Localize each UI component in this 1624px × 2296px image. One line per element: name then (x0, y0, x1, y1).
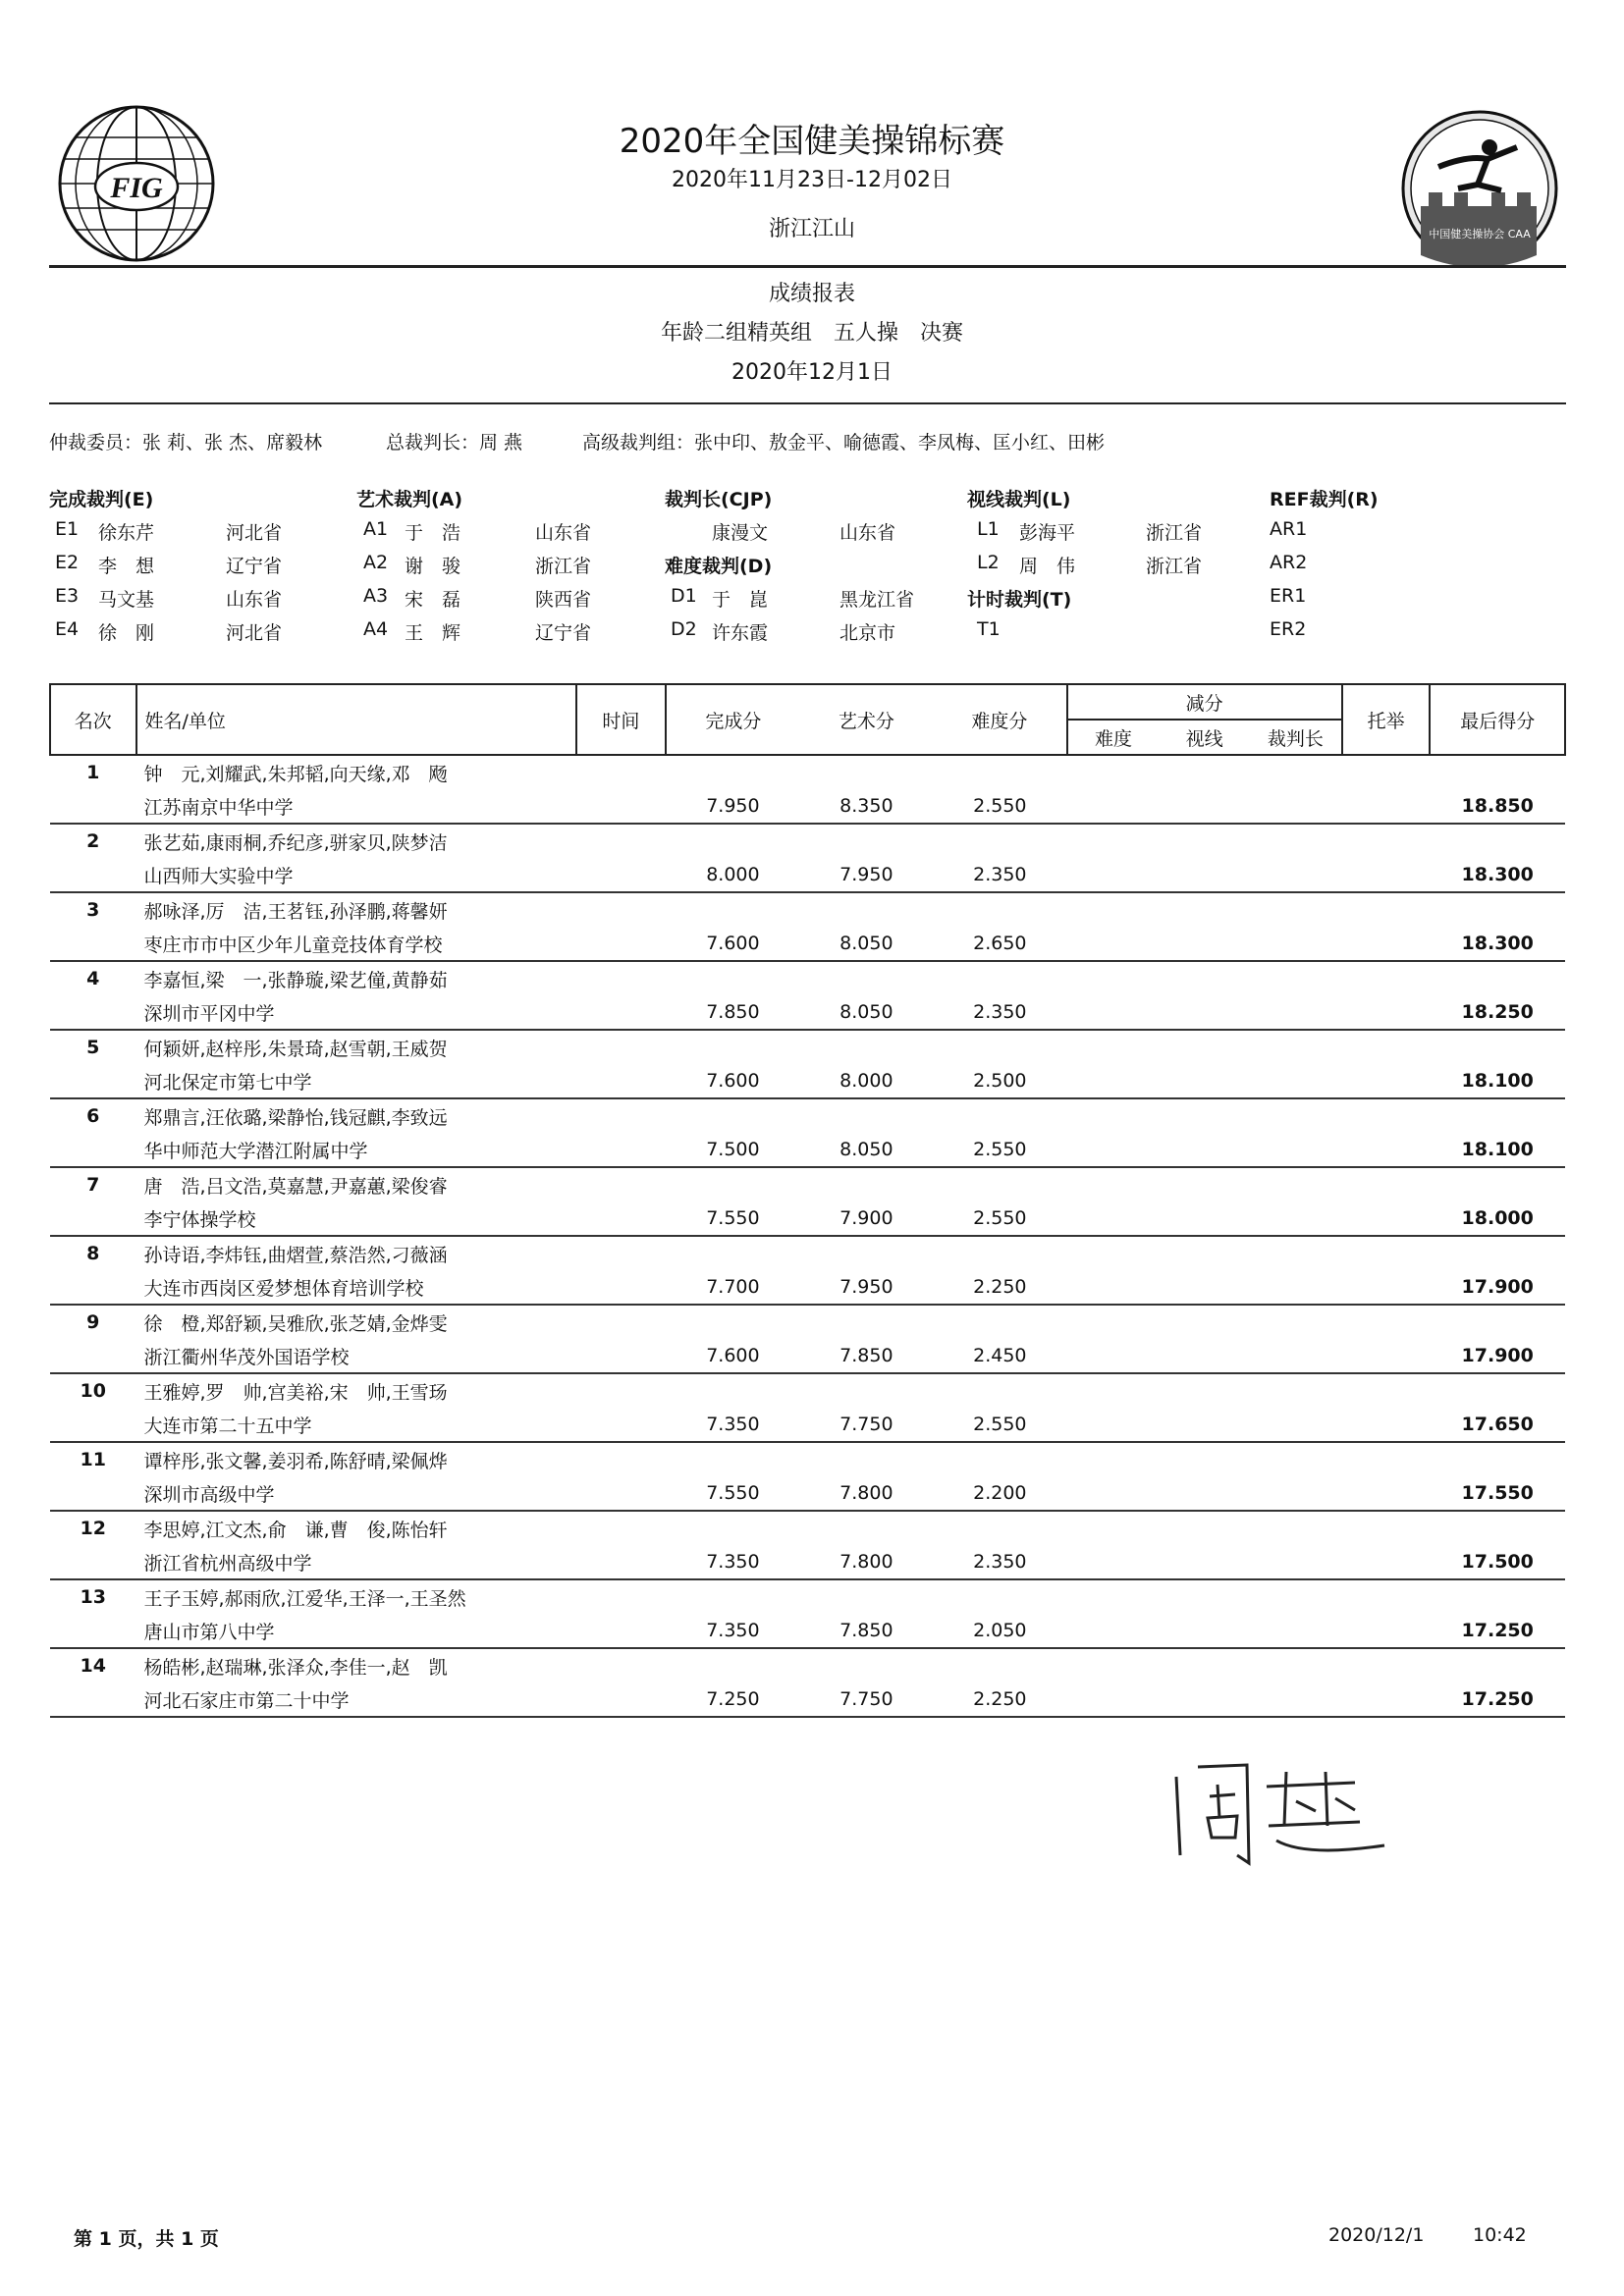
ded-line-cell (1159, 1270, 1250, 1305)
team-members-cell: 郑鼎言,汪依璐,梁静怡,钱冠麒,李致远 (143, 1106, 448, 1129)
ded-chief-cell (1250, 1614, 1342, 1648)
print-date: 2020/12/1 (1328, 2224, 1425, 2246)
ded-difficulty-cell (1067, 1064, 1160, 1098)
chief-judge-signature (1159, 1747, 1394, 1875)
judge-province: 北京市 (839, 622, 896, 644)
lift-cell (1342, 789, 1431, 824)
judge-province: 河北省 (226, 522, 283, 544)
judge-name: 马文基 (98, 589, 155, 611)
result-row (50, 1511, 1565, 1545)
artistry-panel-title: 艺术裁判(A) (356, 489, 463, 510)
ded-difficulty-cell (1067, 1133, 1160, 1167)
judge-name: 谢 骏 (405, 556, 461, 577)
difficulty-score-cell: 2.250 (933, 1270, 1066, 1305)
result-row-scores (50, 1339, 1565, 1373)
ded-difficulty-cell (1067, 927, 1160, 961)
judge-province: 辽宁省 (535, 622, 592, 644)
result-row-scores (50, 1201, 1565, 1236)
lift-cell (1342, 1270, 1431, 1305)
lift-cell (1342, 1682, 1431, 1717)
lift-cell (1342, 995, 1431, 1030)
rank-spacer (50, 1064, 136, 1098)
difficulty-panel-title: 难度裁判(D) (665, 556, 773, 577)
judge-code: ER1 (1270, 585, 1307, 607)
lift-cell (1342, 858, 1431, 892)
team-unit-cell: 深圳市平冈中学 (136, 995, 576, 1030)
page-title: 2020年全国健美操锦标赛 (619, 122, 1005, 161)
judge-province: 浙江省 (1146, 522, 1203, 544)
team-unit-cell: 枣庄市市中区少年儿童竞技体育学校 (136, 927, 576, 961)
result-row (50, 755, 1565, 789)
results-body (50, 755, 1565, 1717)
team-unit-cell: 山西师大实验中学 (136, 858, 576, 892)
ded-difficulty-cell (1067, 1614, 1160, 1648)
final-score-cell: 17.650 (1430, 1408, 1565, 1442)
competition-dates: 2020年11月23日-12月02日 (672, 168, 952, 192)
rank-cell: 3 (86, 899, 100, 921)
lift-cell (1342, 1133, 1431, 1167)
final-score-cell: 18.250 (1430, 995, 1565, 1030)
rank-cell: 14 (80, 1655, 106, 1677)
time-cell (576, 858, 667, 892)
event-date: 2020年12月1日 (731, 360, 893, 385)
judge-code: ER2 (1270, 618, 1307, 640)
rank-cell: 11 (80, 1449, 106, 1470)
team-members-cell: 张艺茹,康雨桐,乔纪彦,骈家贝,陕梦洁 (143, 831, 448, 854)
artistry-score-cell: 8.350 (800, 789, 933, 824)
result-row (50, 1098, 1565, 1133)
time-cell (576, 927, 667, 961)
result-row-scores (50, 1408, 1565, 1442)
ded-line-cell (1159, 1682, 1250, 1717)
final-score-cell: 17.500 (1430, 1545, 1565, 1579)
final-score-cell: 18.000 (1430, 1201, 1565, 1236)
rank-spacer (50, 1201, 136, 1236)
time-cell (576, 1133, 667, 1167)
team-members-cell: 王子玉婷,郝雨欣,江爱华,王泽一,王圣然 (143, 1587, 466, 1610)
rank-cell: 8 (86, 1243, 100, 1264)
print-time: 10:42 (1473, 2224, 1527, 2246)
difficulty-score-cell: 2.550 (933, 1133, 1066, 1167)
judge-code: AR1 (1270, 518, 1308, 540)
judge-province: 辽宁省 (226, 556, 283, 577)
judge-name: 于 崑 (712, 589, 769, 611)
rank-cell: 9 (86, 1311, 100, 1333)
ded-difficulty-cell (1067, 858, 1160, 892)
difficulty-score-cell: 2.200 (933, 1476, 1066, 1511)
rank-cell: 7 (86, 1174, 100, 1196)
team-unit-cell: 大连市第二十五中学 (136, 1408, 576, 1442)
col-execution: 完成分 (666, 684, 799, 755)
team-unit-cell: 浙江衢州华茂外国语学校 (136, 1339, 576, 1373)
ded-difficulty-cell (1067, 1545, 1160, 1579)
judge-name: 周 伟 (1019, 556, 1076, 577)
col-difficulty: 难度分 (933, 684, 1066, 755)
header-divider (49, 265, 1566, 268)
artistry-score-cell: 7.850 (800, 1614, 933, 1648)
judge-code: D2 (671, 618, 697, 640)
chief-judge-line: 总裁判长：周 燕 (386, 432, 523, 454)
lift-cell (1342, 1339, 1431, 1373)
team-unit-cell: 河北石家庄市第二十中学 (136, 1682, 576, 1717)
rank-spacer (50, 858, 136, 892)
difficulty-score-cell: 2.550 (933, 1201, 1066, 1236)
judge-code: D1 (671, 585, 697, 607)
execution-score-cell: 7.550 (666, 1476, 799, 1511)
judge-code: E2 (55, 552, 80, 573)
rank-spacer (50, 1133, 136, 1167)
judge-code: E1 (55, 518, 80, 540)
artistry-score-cell: 8.050 (800, 995, 933, 1030)
final-score-cell: 18.300 (1430, 927, 1565, 961)
judge-code: T1 (977, 618, 1001, 640)
judge-name: 许东霞 (712, 622, 769, 644)
execution-score-cell: 7.350 (666, 1408, 799, 1442)
rank-cell: 10 (80, 1380, 106, 1402)
ded-chief-cell (1250, 1133, 1342, 1167)
execution-score-cell: 7.350 (666, 1614, 799, 1648)
judge-province: 浙江省 (535, 556, 592, 577)
ded-chief-cell (1250, 1682, 1342, 1717)
rank-spacer (50, 1270, 136, 1305)
final-score-cell: 18.100 (1430, 1133, 1565, 1167)
officials-divider (49, 402, 1566, 404)
col-artistry: 艺术分 (800, 684, 933, 755)
team-unit-cell: 深圳市高级中学 (136, 1476, 576, 1511)
ded-difficulty-cell (1067, 789, 1160, 824)
handwritten-signature-icon (1159, 1747, 1394, 1875)
ded-difficulty-cell (1067, 1339, 1160, 1373)
results-table (49, 683, 1566, 1718)
lift-cell (1342, 1408, 1431, 1442)
rank-cell: 5 (86, 1037, 100, 1058)
judge-name: 李 想 (98, 556, 155, 577)
judge-name: 徐 刚 (98, 622, 155, 644)
artistry-score-cell: 7.950 (800, 1270, 933, 1305)
team-unit-cell: 江苏南京中华中学 (136, 789, 576, 824)
judge-name: 王 辉 (405, 622, 461, 644)
team-members-cell: 王雅婷,罗 帅,宫美裕,宋 帅,王雪玚 (143, 1381, 448, 1404)
ded-difficulty-cell (1067, 1270, 1160, 1305)
difficulty-score-cell: 2.500 (933, 1064, 1066, 1098)
col-deductions: 减分 (1067, 684, 1342, 720)
final-score-cell: 17.900 (1430, 1339, 1565, 1373)
judge-code: L1 (977, 518, 1000, 540)
lift-cell (1342, 1476, 1431, 1511)
execution-panel-title: 完成裁判(E) (49, 489, 154, 510)
rank-cell: 6 (86, 1105, 100, 1127)
rank-cell: 13 (80, 1586, 106, 1608)
lift-cell (1342, 927, 1431, 961)
time-panel-title: 计时裁判(T) (967, 589, 1072, 611)
rank-cell: 4 (86, 968, 100, 989)
difficulty-score-cell: 2.450 (933, 1339, 1066, 1373)
execution-score-cell: 8.000 (666, 858, 799, 892)
rank-spacer (50, 1408, 136, 1442)
difficulty-score-cell: 2.350 (933, 858, 1066, 892)
col-ded-chief: 裁判长 (1250, 720, 1342, 755)
cjp-province: 山东省 (839, 522, 896, 544)
difficulty-score-cell: 2.050 (933, 1614, 1066, 1648)
artistry-score-cell: 8.050 (800, 927, 933, 961)
result-row (50, 1648, 1565, 1682)
jury-line: 仲裁委员：张 莉、张 杰、席毅林 (49, 432, 323, 454)
result-row-scores (50, 1133, 1565, 1167)
final-score-cell: 17.900 (1430, 1270, 1565, 1305)
difficulty-score-cell: 2.250 (933, 1682, 1066, 1717)
final-score-cell: 17.250 (1430, 1614, 1565, 1648)
judge-code: AR2 (1270, 552, 1308, 573)
senior-judges-line: 高级裁判组：张中印、敖金平、喻德霞、李凤梅、匡小红、田彬 (582, 432, 1106, 454)
team-members-cell: 徐 橙,郑舒颖,吴雅欣,张芝婧,金烨雯 (143, 1312, 448, 1335)
result-row-scores (50, 1614, 1565, 1648)
judge-province: 浙江省 (1146, 556, 1203, 577)
rank-spacer (50, 927, 136, 961)
judge-name: 于 浩 (405, 522, 461, 544)
ded-line-cell (1159, 995, 1250, 1030)
ded-chief-cell (1250, 1476, 1342, 1511)
judge-code: A3 (363, 585, 389, 607)
rank-spacer (50, 1339, 136, 1373)
team-unit-cell: 华中师范大学潜江附属中学 (136, 1133, 576, 1167)
team-unit-cell: 浙江省杭州高级中学 (136, 1545, 576, 1579)
result-row-scores (50, 1476, 1565, 1511)
execution-score-cell: 7.850 (666, 995, 799, 1030)
lift-cell (1342, 1545, 1431, 1579)
execution-score-cell: 7.350 (666, 1545, 799, 1579)
artistry-score-cell: 7.900 (800, 1201, 933, 1236)
judge-code: A1 (363, 518, 389, 540)
ded-line-cell (1159, 1408, 1250, 1442)
artistry-score-cell: 7.950 (800, 858, 933, 892)
ded-line-cell (1159, 927, 1250, 961)
final-score-cell: 17.550 (1430, 1476, 1565, 1511)
judge-name: 宋 磊 (405, 589, 461, 611)
final-score-cell: 18.850 (1430, 789, 1565, 824)
ded-chief-cell (1250, 1408, 1342, 1442)
ded-chief-cell (1250, 1064, 1342, 1098)
result-row (50, 892, 1565, 927)
ded-difficulty-cell (1067, 995, 1160, 1030)
artistry-score-cell: 8.050 (800, 1133, 933, 1167)
judge-name: 徐东芹 (98, 522, 155, 544)
team-unit-cell: 李宁体操学校 (136, 1201, 576, 1236)
execution-score-cell: 7.950 (666, 789, 799, 824)
result-row-scores (50, 1064, 1565, 1098)
ded-line-cell (1159, 789, 1250, 824)
rank-spacer (50, 789, 136, 824)
svg-text:中国健美操协会 CAA: 中国健美操协会 CAA (1429, 228, 1531, 240)
event-title: 年龄二组精英组 五人操 决赛 (660, 321, 963, 346)
artistry-score-cell: 8.000 (800, 1064, 933, 1098)
col-ded-line: 视线 (1159, 720, 1250, 755)
col-ded-difficulty: 难度 (1067, 720, 1160, 755)
time-cell (576, 1682, 667, 1717)
time-cell (576, 1064, 667, 1098)
result-row (50, 1373, 1565, 1408)
ded-difficulty-cell (1067, 1408, 1160, 1442)
cjp-panel-title: 裁判长(CJP) (665, 489, 773, 510)
team-members-cell: 孙诗语,李炜钰,曲熠萱,蔡浩然,刁薇涵 (143, 1244, 448, 1266)
ded-line-cell (1159, 1201, 1250, 1236)
time-cell (576, 1545, 667, 1579)
cjp-name: 康漫文 (712, 522, 769, 544)
col-lift: 托举 (1342, 684, 1431, 755)
col-name: 姓名/单位 (136, 684, 576, 755)
lift-cell (1342, 1064, 1431, 1098)
ded-line-cell (1159, 1614, 1250, 1648)
artistry-score-cell: 7.750 (800, 1682, 933, 1717)
time-cell (576, 1408, 667, 1442)
result-row (50, 1442, 1565, 1476)
judge-province: 河北省 (226, 622, 283, 644)
execution-score-cell: 7.600 (666, 1339, 799, 1373)
judge-code: L2 (977, 552, 1000, 573)
ded-chief-cell (1250, 995, 1342, 1030)
judge-code: E4 (55, 618, 80, 640)
artistry-score-cell: 7.800 (800, 1476, 933, 1511)
time-cell (576, 1614, 667, 1648)
final-score-cell: 18.300 (1430, 858, 1565, 892)
rank-cell: 1 (86, 762, 100, 783)
result-row-scores (50, 1545, 1565, 1579)
page-indicator: 第 1 页，共 1 页 (74, 2228, 219, 2250)
execution-score-cell: 7.250 (666, 1682, 799, 1717)
time-cell (576, 1201, 667, 1236)
team-members-cell: 郝咏泽,厉 洁,王茗钰,孙泽鹏,蒋馨妍 (143, 900, 448, 923)
time-cell (576, 1476, 667, 1511)
result-row (50, 1579, 1565, 1614)
result-row-scores (50, 1270, 1565, 1305)
artistry-score-cell: 7.800 (800, 1545, 933, 1579)
col-time: 时间 (576, 684, 667, 755)
rank-cell: 2 (86, 830, 100, 852)
team-unit-cell: 唐山市第八中学 (136, 1614, 576, 1648)
line-panel-title: 视线裁判(L) (967, 489, 1071, 510)
execution-score-cell: 7.700 (666, 1270, 799, 1305)
difficulty-score-cell: 2.650 (933, 927, 1066, 961)
competition-location: 浙江江山 (768, 217, 855, 241)
team-unit-cell: 大连市西岗区爱梦想体育培训学校 (136, 1270, 576, 1305)
time-cell (576, 995, 667, 1030)
rank-cell: 12 (80, 1518, 106, 1539)
ded-line-cell (1159, 1064, 1250, 1098)
difficulty-score-cell: 2.550 (933, 1408, 1066, 1442)
rank-spacer (50, 1682, 136, 1717)
time-cell (576, 1339, 667, 1373)
ded-chief-cell (1250, 927, 1342, 961)
svg-text:FIG: FIG (110, 172, 163, 204)
ded-difficulty-cell (1067, 1201, 1160, 1236)
rank-spacer (50, 1545, 136, 1579)
team-members-cell: 谭梓彤,张文馨,姜羽希,陈舒晴,梁佩烨 (143, 1450, 448, 1472)
difficulty-score-cell: 2.350 (933, 995, 1066, 1030)
rank-spacer (50, 1476, 136, 1511)
team-unit-cell: 河北保定市第七中学 (136, 1064, 576, 1098)
ded-difficulty-cell (1067, 1682, 1160, 1717)
execution-score-cell: 7.600 (666, 927, 799, 961)
artistry-score-cell: 7.750 (800, 1408, 933, 1442)
judge-province: 陕西省 (535, 589, 592, 611)
judge-province: 山东省 (226, 589, 283, 611)
team-members-cell: 李思婷,江文杰,俞 谦,曹 俊,陈怡轩 (143, 1519, 448, 1541)
result-row (50, 1305, 1565, 1339)
result-row-scores (50, 995, 1565, 1030)
ded-chief-cell (1250, 1201, 1342, 1236)
report-title: 成绩报表 (768, 282, 855, 306)
final-score-cell: 18.100 (1430, 1064, 1565, 1098)
time-cell (576, 1270, 667, 1305)
ref-panel-title: REF裁判(R) (1270, 489, 1379, 510)
col-rank: 名次 (50, 684, 136, 755)
judge-code: A2 (363, 552, 389, 573)
execution-score-cell: 7.600 (666, 1064, 799, 1098)
judge-name: 彭海平 (1019, 522, 1076, 544)
result-row (50, 961, 1565, 995)
ded-chief-cell (1250, 1545, 1342, 1579)
lift-cell (1342, 1201, 1431, 1236)
result-row-scores (50, 789, 1565, 824)
judge-province: 黑龙江省 (839, 589, 915, 611)
result-row (50, 1167, 1565, 1201)
result-row (50, 1030, 1565, 1064)
ded-line-cell (1159, 1133, 1250, 1167)
difficulty-score-cell: 2.550 (933, 789, 1066, 824)
ded-line-cell (1159, 858, 1250, 892)
result-row (50, 824, 1565, 858)
rank-spacer (50, 1614, 136, 1648)
team-members-cell: 李嘉恒,梁 一,张静璇,梁艺僮,黄静茹 (143, 969, 448, 991)
lift-cell (1342, 1614, 1431, 1648)
ded-chief-cell (1250, 858, 1342, 892)
judge-code: E3 (55, 585, 80, 607)
result-row-scores (50, 927, 1565, 961)
ded-chief-cell (1250, 789, 1342, 824)
ded-chief-cell (1250, 1339, 1342, 1373)
judge-code: A4 (363, 618, 389, 640)
col-final: 最后得分 (1430, 684, 1565, 755)
judge-province: 山东省 (535, 522, 592, 544)
final-score-cell: 17.250 (1430, 1682, 1565, 1717)
difficulty-score-cell: 2.350 (933, 1545, 1066, 1579)
result-row-scores (50, 858, 1565, 892)
team-members-cell: 钟 元,刘耀武,朱邦韬,向天缘,邓 飏 (143, 763, 448, 785)
ded-line-cell (1159, 1545, 1250, 1579)
ded-line-cell (1159, 1339, 1250, 1373)
execution-score-cell: 7.500 (666, 1133, 799, 1167)
artistry-score-cell: 7.850 (800, 1339, 933, 1373)
ded-chief-cell (1250, 1270, 1342, 1305)
result-row-scores (50, 1682, 1565, 1717)
ded-difficulty-cell (1067, 1476, 1160, 1511)
team-members-cell: 唐 浩,吕文浩,莫嘉慧,尹嘉蕙,梁俊睿 (143, 1175, 448, 1198)
team-members-cell: 何颖妍,赵梓彤,朱景琦,赵雪朝,王威贺 (143, 1038, 448, 1060)
rank-spacer (50, 995, 136, 1030)
result-row (50, 1236, 1565, 1270)
execution-score-cell: 7.550 (666, 1201, 799, 1236)
team-members-cell: 杨皓彬,赵瑞琳,张泽众,李佳一,赵 凯 (143, 1656, 448, 1679)
ded-line-cell (1159, 1476, 1250, 1511)
time-cell (576, 789, 667, 824)
